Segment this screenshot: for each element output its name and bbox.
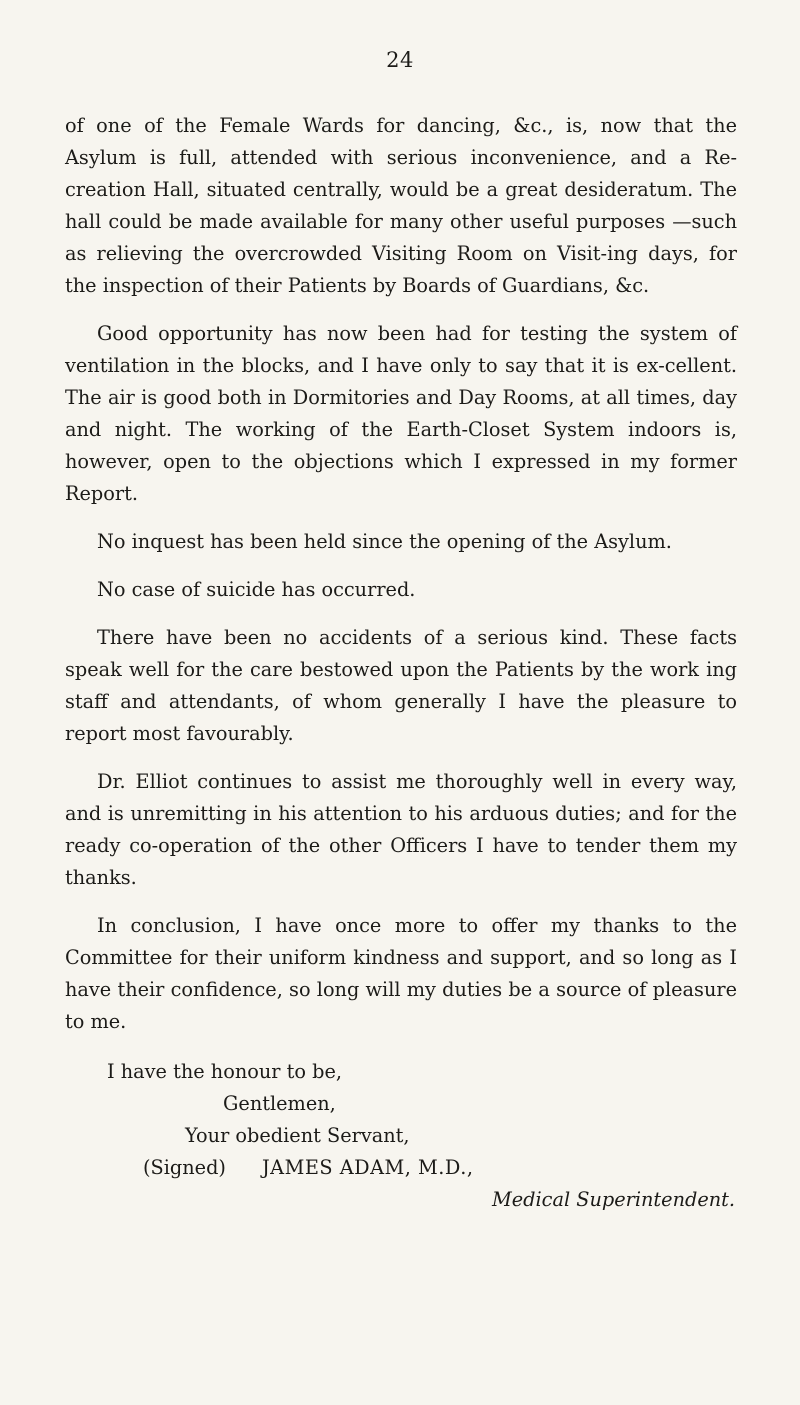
paragraph-dr-elliot: Dr. Elliot continues to assist me thoroughly well in every way, and is unremitting in his attention to his arduous duties; and for the ready co-operation of the other Officers I have to tender them my thanks.: [65, 770, 737, 889]
paragraph-inquest: No inquest has been held since the opening of the Asylum.: [97, 530, 672, 553]
page-number: 24: [386, 48, 414, 72]
closing-signed-line: [143, 1152, 473, 1184]
paragraph-ventilation: Good opportunity has now been had for testing the system of ventilation in the blocks, and I have only to say that it is ex-cellent. The air is good both in Dormitories and Day Rooms, at all times, day and night. The working of the Earth-Closet System indoors is, however, open to the objections which I expressed in my former Report.: [65, 322, 737, 505]
paragraph-hall: of one of the Female Wards for dancing, &c., is, now that the Asylum is full, attended with serious inconvenience, and a Re-creation Hall, situated centrally, would be a great desideratum. The hall could be made available for many other useful purposes —such as relieving the overcrowded Visiting Room on Visit-ing days, for the inspection of their Patients by Boards of Guardians, &c.: [65, 114, 737, 297]
signed-label: (Signed): [143, 1156, 226, 1179]
closing-salutation: Gentlemen,: [223, 1092, 336, 1115]
closing-servant: Your obedient Servant,: [185, 1124, 410, 1147]
paragraph-suicide: No case of suicide has occurred.: [97, 578, 416, 601]
signatory-title: Medical Superintendent.: [492, 1188, 736, 1211]
report-body: [65, 110, 737, 1054]
closing-honour: I have the honour to be,: [107, 1060, 342, 1083]
signatory-name: JAMES ADAM, M.D.,: [261, 1156, 474, 1179]
paragraph-accidents: There have been no accidents of a serious kind. These facts speak well for the care bestowed upon the Patients by the work ing staff and attendants, of whom generally I have the pleasure to report most favourably.: [65, 626, 737, 745]
paragraph-conclusion: In conclusion, I have once more to offer my thanks to the Committee for their uniform kindness and support, and so long as I have their confidence, so long will my duties be a source of pleasure to me.: [65, 914, 737, 1033]
